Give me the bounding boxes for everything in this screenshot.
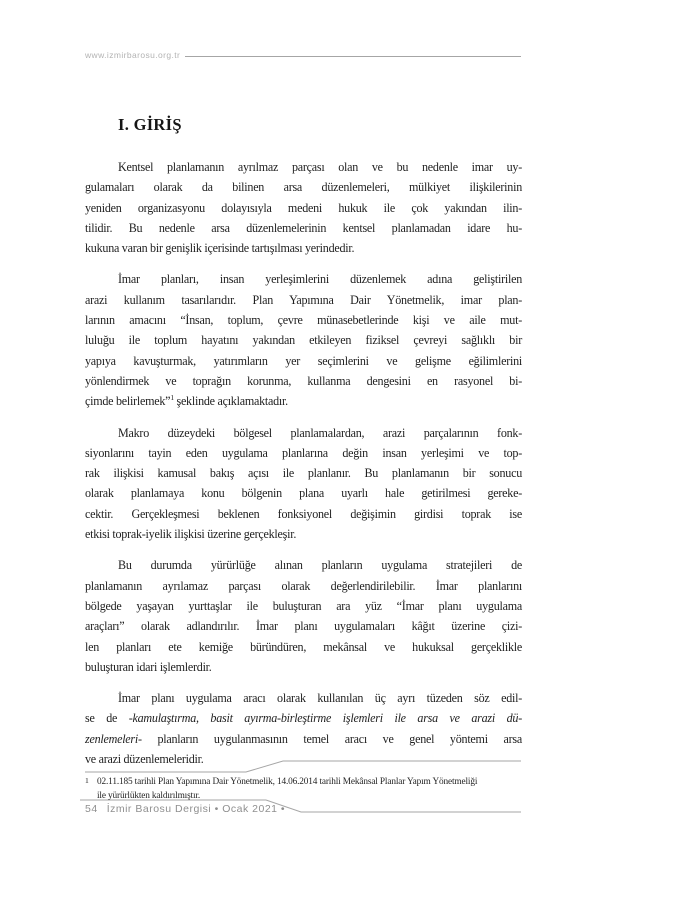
text-line: buluşturan idari işlemlerdir. [85, 659, 212, 674]
text-line: yeniden organizasyonu dolayısıyla medeni hukuk ile çok yakından ilin- [85, 200, 522, 215]
paragraph-2 [85, 269, 522, 411]
text-line: olarak planlamaya konu bölgenin plana uyarlı hale getirilmesi gereke- [85, 486, 522, 501]
paragraph-1 [85, 157, 522, 258]
text-line: Kentsel planlamanın ayrılmaz parçası olan ve bu nedenle imar uy- [118, 160, 522, 174]
text-line: Bu durumda yürürlüğe alınan planların uygulama stratejileri de [118, 558, 522, 573]
paragraph-5 [85, 688, 522, 769]
text-line: cektir. Gerçekleşmesi beklenen fonksiyonel değişimin girdisi toprak ise [85, 506, 522, 521]
page-footer [85, 803, 285, 815]
text-line: Makro düzeydeki bölgesel planlamalardan, arazi parçalarının fonk- [118, 425, 522, 440]
text-line: çimde belirlemek”$^1$ şeklinde açıklamaktadır. [85, 393, 288, 409]
footnote-body [85, 776, 522, 804]
text-line: İmar planları, insan yerleşimlerini düzenlemek adına geliştirilen [118, 272, 522, 287]
text-line: İmar planı uygulama aracı olarak kullanılan üç ayrı tüzeden söz edil- [118, 691, 522, 706]
footnote-marker: 1 [85, 776, 89, 785]
text-line: kukuna varan bir genişlik içerisinde tartışılması yerindedir. [85, 241, 355, 256]
text-line: siyonlarını tayin eden uygulama planlarına değin insan yerleşimi ve top- [85, 445, 522, 460]
text-line: arazi kullanım tasarılarıdır. Plan Yapımına Dair Yönetmelik, imar plan- [85, 292, 522, 307]
text-line: se de -kamulaştırma, basit ayırma-birleştirme işlemleri ile arsa ve arazi dü- [85, 711, 522, 726]
footnote-line: ile yürürlükten kaldırılmıştır. [97, 790, 201, 801]
text-line: bölgede yaşayan yurttaşlar ile buluşturan ara yüz “İmar planı uygulama [85, 598, 522, 613]
text-line: yönlendirmek ve toprağın korunma, kullanma dengesini en rasyonel bi- [85, 373, 522, 388]
paragraph-4 [85, 555, 522, 677]
section-title: I. GİRİŞ [118, 115, 182, 134]
page-header [85, 50, 521, 60]
paragraph-3 [85, 423, 522, 545]
text-line: gulamaları olarak da bilinen arsa düzenlemeleri, mülkiyet ilişkilerinin [85, 180, 522, 195]
header-rule [185, 56, 521, 57]
text-line: araçları” olarak adlandırılır. İmar planı uygulamaları kâğıt üzerine çizi- [85, 619, 522, 634]
footnote [85, 776, 522, 804]
journal-name: İzmir Barosu Dergisi • Ocak 2021 • [106, 803, 286, 815]
text-line: etkisi toprak-iyelik ilişkisi üzerine gerçekleşir. [85, 527, 297, 542]
text-line: luluğu ile toplum hayatını yakından etkileyen fiziksel çevreyi sağlıklı bir [85, 333, 522, 348]
text-line: ve arazi düzenlemeleridir. [85, 752, 204, 767]
text-line: len planları ete kemiğe büründüren, mekânsal ve hukuksal gerçeklikle [85, 639, 522, 654]
article-body [85, 157, 522, 780]
text-line: rak ilişkisi kamusal bakış açısı ile planlanır. Bu planlamanın bir sonucu [85, 466, 522, 481]
text-line: yapıya kavuşturmak, yatırımların yer seçimlerini ve gelişme eğilimlerini [85, 353, 522, 368]
header-url: www.izmirbarosu.org.tr [85, 50, 181, 60]
footnote-line: 02.11.185 tarihli Plan Yapımına Dair Yönetmelik, 14.06.2014 tarihli Mekânsal Planlar Yapım Yönetmeliği [97, 777, 478, 787]
text-line: planlamanın ayrılamaz parçası olarak değerlendirilebilir. İmar planlarını [85, 578, 522, 593]
text-line: larının amacını “İnsan, toplum, çevre münasebetlerinde kişi ve aile mut- [85, 313, 522, 328]
page-number: 54 [85, 803, 98, 815]
text-line: tilidir. Bu nedenle arsa düzenlemelerinin kentsel planlamadan idare hu- [85, 220, 522, 235]
text-line: zenlemeleri- planların uygulanmasının temel aracı ve genel yöntemi arsa [85, 731, 522, 746]
